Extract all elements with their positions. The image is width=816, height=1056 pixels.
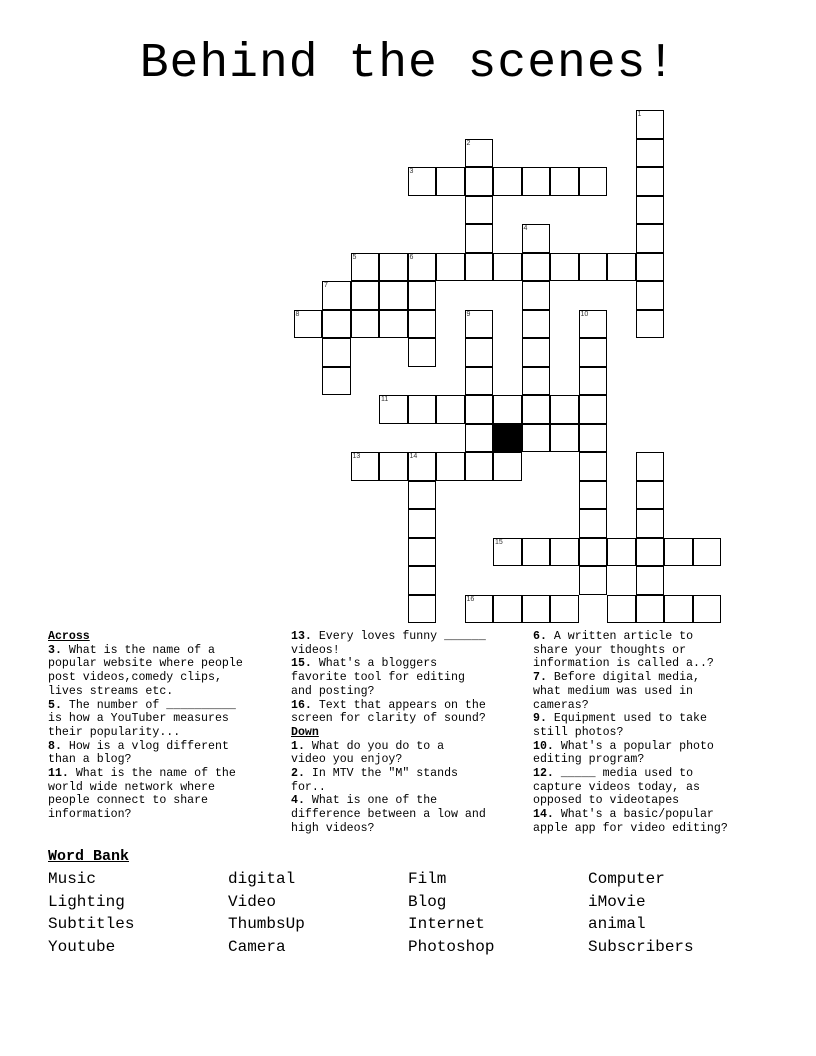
grid-cell[interactable] xyxy=(579,167,608,196)
grid-cell[interactable] xyxy=(351,281,380,310)
grid-cell[interactable] xyxy=(465,139,494,168)
grid-cell[interactable] xyxy=(522,310,551,339)
grid-cell[interactable] xyxy=(522,281,551,310)
clue-number: 6 xyxy=(409,253,414,261)
clue-line xyxy=(291,767,531,781)
grid-cell[interactable] xyxy=(408,538,437,567)
grid-cell[interactable] xyxy=(379,310,408,339)
clue-text: for.. xyxy=(291,780,326,794)
clue-number-label: 3. xyxy=(48,643,62,657)
clue-text: post videos,comedy clips, xyxy=(48,671,222,685)
grid-cell[interactable] xyxy=(550,424,579,453)
grid-cell[interactable] xyxy=(379,253,408,282)
clue-number: 15 xyxy=(495,538,503,546)
grid-cell[interactable] xyxy=(465,367,494,396)
clue-text: favorite tool for editing xyxy=(291,671,465,685)
grid-cell[interactable] xyxy=(636,167,665,196)
clue-column-1 xyxy=(48,630,288,822)
clue-text: information? xyxy=(48,808,132,822)
grid-cell[interactable] xyxy=(408,253,437,282)
word-bank-word: ThumbsUp xyxy=(228,915,305,934)
clue-text: Every loves funny ______ xyxy=(311,630,486,643)
clue-text: world wide network where xyxy=(48,780,215,794)
clue-line xyxy=(291,712,531,726)
clue-line xyxy=(533,712,773,726)
grid-cell[interactable] xyxy=(351,452,380,481)
clue-text: their popularity... xyxy=(48,725,181,739)
black-square xyxy=(493,424,522,453)
clue-line xyxy=(291,808,531,822)
grid-cell[interactable] xyxy=(550,167,579,196)
clue-number: 4 xyxy=(523,225,528,232)
word-bank-word: Internet xyxy=(408,915,485,934)
grid-cell[interactable] xyxy=(636,196,665,225)
clue-number-label: 5. xyxy=(48,698,62,712)
grid-cell[interactable] xyxy=(522,538,551,567)
clue-line xyxy=(291,753,531,767)
clue-number-label: 7. xyxy=(533,671,547,685)
clue-line xyxy=(533,781,773,795)
word-bank-word: Video xyxy=(228,892,277,911)
grid-cell[interactable] xyxy=(465,595,494,624)
grid-cell[interactable] xyxy=(636,139,665,168)
clue-number: 11 xyxy=(381,396,389,403)
grid-cell[interactable] xyxy=(579,253,608,282)
clue-text: people connect to share xyxy=(48,794,209,808)
grid-cell[interactable] xyxy=(294,310,323,339)
clue-text: In MTV the "M" stands xyxy=(304,767,458,781)
clue-text: Equipment used to take xyxy=(546,712,707,726)
clue-text: than a blog? xyxy=(48,753,132,767)
grid-cell[interactable] xyxy=(465,452,494,481)
grid-cell[interactable] xyxy=(579,395,608,424)
grid-cell[interactable] xyxy=(493,595,522,624)
grid-cell[interactable] xyxy=(579,310,608,339)
clue-number-label: 14. xyxy=(533,808,554,822)
clue-line xyxy=(291,794,531,808)
clue-number-label: 9. xyxy=(533,712,547,726)
clue-number: 10 xyxy=(580,310,589,318)
clue-line xyxy=(533,767,773,781)
grid-cell[interactable] xyxy=(465,395,494,424)
clue-text: What's a popular photo xyxy=(553,739,714,753)
grid-cell[interactable] xyxy=(636,481,665,510)
clue-number: 9 xyxy=(466,310,471,318)
grid-cell[interactable] xyxy=(436,167,465,196)
clue-number-label: 16. xyxy=(291,698,312,712)
grid-cell[interactable] xyxy=(322,367,351,396)
grid-cell[interactable] xyxy=(322,281,351,310)
grid-cell[interactable] xyxy=(636,110,665,139)
clue-number-label: 12. xyxy=(533,767,554,781)
clue-text: What's a basic/popular xyxy=(553,808,714,822)
clue-text: capture videos today, as xyxy=(533,780,700,794)
grid-cell[interactable] xyxy=(636,566,665,595)
clue-text: What is one of the xyxy=(304,794,438,808)
grid-cell[interactable] xyxy=(436,395,465,424)
grid-cell[interactable] xyxy=(636,281,665,310)
grid-cell[interactable] xyxy=(493,253,522,282)
clue-line xyxy=(533,644,773,658)
grid-cell[interactable] xyxy=(607,595,636,624)
clue-text: share your thoughts or xyxy=(533,643,687,657)
clue-number: 7 xyxy=(324,282,328,289)
grid-cell[interactable] xyxy=(322,310,351,339)
clue-line xyxy=(291,685,531,699)
grid-cell[interactable] xyxy=(465,224,494,253)
grid-cell[interactable] xyxy=(522,367,551,396)
grid-cell[interactable] xyxy=(379,395,408,424)
word-bank-word: Subtitles xyxy=(48,915,135,934)
grid-cell[interactable] xyxy=(693,595,722,624)
grid-cell[interactable] xyxy=(379,452,408,481)
grid-cell[interactable] xyxy=(465,196,494,225)
word-bank-word: Subscribers xyxy=(588,938,694,957)
clue-line xyxy=(291,671,531,685)
clue-text: A written article to xyxy=(546,630,694,643)
clue-line xyxy=(291,644,531,658)
clue-text: Before digital media, xyxy=(546,671,700,685)
grid-cell[interactable] xyxy=(522,395,551,424)
grid-cell[interactable] xyxy=(550,538,579,567)
clue-line xyxy=(533,753,773,767)
grid-cell[interactable] xyxy=(408,167,437,196)
grid-cell[interactable] xyxy=(493,395,522,424)
clue-text: information is called a..? xyxy=(533,657,714,671)
clue-number: 3 xyxy=(409,168,414,175)
grid-cell[interactable] xyxy=(408,338,437,367)
clue-number: 8 xyxy=(295,310,300,318)
clue-line xyxy=(533,822,773,836)
clue-line xyxy=(48,740,288,754)
clue-line xyxy=(533,685,773,699)
grid-cell[interactable] xyxy=(351,310,380,339)
grid-cell[interactable] xyxy=(408,595,437,624)
clue-number-label: 6. xyxy=(533,630,547,643)
clue-text: lives streams etc. xyxy=(48,684,174,698)
clue-line xyxy=(291,630,531,644)
grid-cell[interactable] xyxy=(664,595,693,624)
word-bank-word: Camera xyxy=(228,938,286,957)
grid-cell[interactable] xyxy=(322,338,351,367)
clue-text: What is the name of the xyxy=(68,767,236,781)
word-bank-word: Lighting xyxy=(48,892,125,911)
clue-text: opposed to videotapes xyxy=(533,794,680,808)
word-bank-word: Music xyxy=(48,870,97,888)
clue-number: 2 xyxy=(466,139,471,147)
grid-cell[interactable] xyxy=(408,509,437,538)
clue-text: video you enjoy? xyxy=(291,753,403,767)
clue-text: still photos? xyxy=(533,725,624,739)
clue-text: apple app for video editing? xyxy=(533,821,728,835)
grid-cell[interactable] xyxy=(693,538,722,567)
clue-line xyxy=(533,740,773,754)
word-bank-word: digital xyxy=(228,870,296,888)
grid-cell[interactable] xyxy=(408,310,437,339)
grid-cell[interactable] xyxy=(579,566,608,595)
clue-text: What is the name of a xyxy=(61,643,215,657)
grid-cell[interactable] xyxy=(664,538,693,567)
word-bank-word: Film xyxy=(408,870,447,888)
grid-cell[interactable] xyxy=(408,395,437,424)
puzzle-title: Behind the scenes! xyxy=(139,37,677,91)
grid-cell[interactable] xyxy=(550,595,579,624)
clue-number: 1 xyxy=(637,111,642,118)
clue-column-3 xyxy=(533,630,773,836)
clue-line xyxy=(533,808,773,822)
clue-line xyxy=(48,699,288,713)
grid-cell[interactable] xyxy=(436,253,465,282)
grid-cell[interactable] xyxy=(493,452,522,481)
grid-cell[interactable] xyxy=(522,253,551,282)
grid-cell[interactable] xyxy=(579,424,608,453)
clue-line xyxy=(48,712,288,726)
clue-text: How is a vlog different xyxy=(61,739,229,753)
grid-cell[interactable] xyxy=(579,367,608,396)
clue-text: screen for clarity of sound? xyxy=(291,712,486,726)
grid-cell[interactable] xyxy=(522,595,551,624)
grid-cell[interactable] xyxy=(465,253,494,282)
clue-line xyxy=(533,657,773,671)
clue-line xyxy=(48,808,288,822)
grid-cell[interactable] xyxy=(636,595,665,624)
clue-text: popular website where people xyxy=(48,657,243,671)
grid-cell[interactable] xyxy=(636,310,665,339)
grid-cell[interactable] xyxy=(636,538,665,567)
clue-number-label: 8. xyxy=(48,739,62,753)
clue-text: What's a bloggers xyxy=(311,657,438,671)
word-bank-word: animal xyxy=(588,915,646,934)
clue-number-label: 2. xyxy=(291,767,305,781)
clue-text: what medium was used in xyxy=(533,684,694,698)
clue-line xyxy=(533,726,773,740)
grid-cell[interactable] xyxy=(408,452,437,481)
grid-cell[interactable] xyxy=(579,338,608,367)
grid-cell[interactable] xyxy=(579,452,608,481)
clue-text: _____ media used to xyxy=(553,767,694,781)
clue-text: difference between a low and xyxy=(291,808,486,822)
clue-text: What do you do to a xyxy=(304,739,445,753)
clue-text: videos! xyxy=(291,643,340,657)
grid-cell[interactable] xyxy=(465,310,494,339)
grid-cell[interactable] xyxy=(636,509,665,538)
clue-line xyxy=(533,699,773,713)
grid-cell[interactable] xyxy=(522,167,551,196)
clue-number: 13 xyxy=(352,453,361,460)
clue-number-label: 13. xyxy=(291,630,312,643)
clue-line xyxy=(48,685,288,699)
grid-cell[interactable] xyxy=(579,538,608,567)
clue-number-label: 10. xyxy=(533,739,554,753)
grid-cell[interactable] xyxy=(408,566,437,595)
clue-text: and posting? xyxy=(291,684,375,698)
clue-number: 16 xyxy=(466,595,475,603)
grid-cell[interactable] xyxy=(493,167,522,196)
clue-number-label: 4. xyxy=(291,794,305,808)
clue-line xyxy=(48,644,288,658)
clue-line xyxy=(48,767,288,781)
grid-cell[interactable] xyxy=(636,253,665,282)
grid-cell[interactable] xyxy=(522,338,551,367)
clue-number-label: 11. xyxy=(48,767,69,781)
clue-number: 14 xyxy=(409,453,418,460)
word-bank-word: Blog xyxy=(408,892,447,911)
grid-cell[interactable] xyxy=(465,338,494,367)
word-bank-word: Youtube xyxy=(48,938,116,957)
grid-cell[interactable] xyxy=(607,253,636,282)
grid-cell[interactable] xyxy=(550,253,579,282)
word-bank-word: Computer xyxy=(588,870,665,888)
clue-text: is how a YouTuber measures xyxy=(48,712,229,726)
grid-cell[interactable] xyxy=(465,424,494,453)
grid-cell[interactable] xyxy=(579,481,608,510)
grid-cell[interactable] xyxy=(493,538,522,567)
down-header: Down xyxy=(291,725,319,739)
clue-column-2 xyxy=(291,630,531,836)
clue-line xyxy=(533,671,773,685)
clue-number-label: 15. xyxy=(291,657,312,671)
grid-cell[interactable] xyxy=(579,509,608,538)
clue-text: Text that appears on the xyxy=(311,698,486,712)
clue-line xyxy=(291,822,531,836)
word-bank-word: iMovie xyxy=(588,892,646,911)
grid-cell[interactable] xyxy=(436,452,465,481)
clue-text: cameras? xyxy=(533,698,589,712)
grid-cell[interactable] xyxy=(522,424,551,453)
clue-line xyxy=(533,630,773,644)
clue-line xyxy=(48,671,288,685)
grid-cell[interactable] xyxy=(465,167,494,196)
clue-line xyxy=(533,794,773,808)
grid-cell[interactable] xyxy=(522,224,551,253)
clue-line xyxy=(291,699,531,713)
grid-cell[interactable] xyxy=(607,538,636,567)
clue-line xyxy=(291,781,531,795)
clue-text: The number of __________ xyxy=(61,698,236,712)
clue-number-label: 1. xyxy=(291,739,305,753)
clue-line xyxy=(291,740,531,754)
clue-number: 5 xyxy=(352,253,357,261)
clue-line xyxy=(291,657,531,671)
clue-text: high videos? xyxy=(291,821,375,835)
clue-line xyxy=(48,726,288,740)
word-bank-title: Word Bank xyxy=(48,848,130,865)
word-bank-word: Photoshop xyxy=(408,938,495,957)
grid-cell[interactable] xyxy=(351,253,380,282)
clue-line xyxy=(48,753,288,767)
clue-line xyxy=(48,794,288,808)
grid-cell[interactable] xyxy=(408,281,437,310)
clue-text: editing program? xyxy=(533,753,645,767)
across-header: Across xyxy=(48,630,90,643)
grid-cell[interactable] xyxy=(636,452,665,481)
clue-line xyxy=(48,781,288,795)
grid-cell[interactable] xyxy=(636,224,665,253)
clue-line xyxy=(48,657,288,671)
grid-cell[interactable] xyxy=(379,281,408,310)
grid-cell[interactable] xyxy=(550,395,579,424)
grid-cell[interactable] xyxy=(408,481,437,510)
